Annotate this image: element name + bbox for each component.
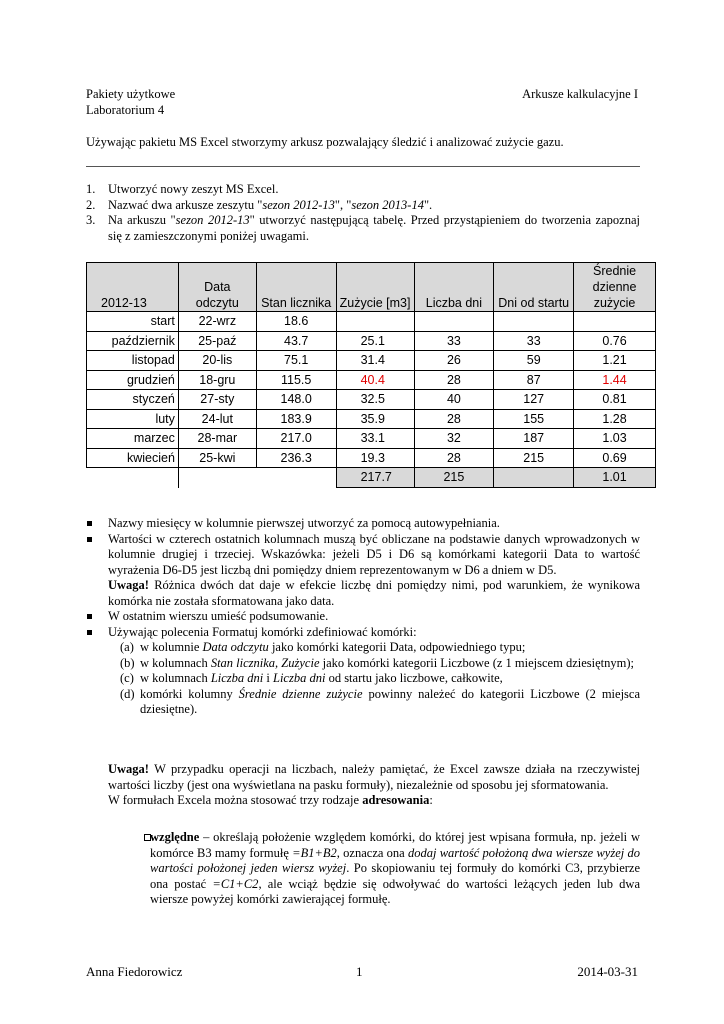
table-cell: 32.5 (336, 390, 414, 410)
table-row (87, 409, 656, 429)
table-cell: 187 (494, 429, 574, 449)
note-summary: W ostatnim wierszu umieść podsumowanie. (86, 609, 640, 625)
footer-date: 2014-03-31 (577, 964, 638, 979)
table-cell: marzec (87, 429, 179, 449)
table-cell: 215 (494, 448, 574, 468)
table-cell-empty (178, 468, 256, 488)
table-cell (574, 312, 656, 332)
table-cell: 28 (414, 370, 494, 390)
format-item-c: (c) w kolumnach Liczba dni i Liczba dni od startu jako liczbowe, całkowite, (120, 671, 503, 685)
table-cell: 31.4 (336, 351, 414, 371)
table-header-row (87, 263, 656, 312)
table-cell: 40 (414, 390, 494, 410)
table-cell (494, 312, 574, 332)
table-cell: 28 (414, 409, 494, 429)
notes-list (86, 516, 640, 718)
bullet-icon (87, 630, 92, 635)
table-cell: 115.5 (256, 370, 336, 390)
table-cell: 1.03 (574, 429, 656, 449)
divider (86, 166, 640, 167)
table-cell-highlighted: 40.4 (336, 370, 414, 390)
table-cell: 35.9 (336, 409, 414, 429)
gas-usage-table (86, 262, 656, 488)
table-row (87, 390, 656, 410)
table-cell: 59 (494, 351, 574, 371)
table-row (87, 429, 656, 449)
note-autofill: Nazwy miesięcy w kolumnie pierwszej utworzyć za pomocą autowypełniania. (86, 516, 640, 532)
table-cell: 33.1 (336, 429, 414, 449)
table-cell: 18-gru (178, 370, 256, 390)
table-cell: 236.3 (256, 448, 336, 468)
addressing-relative: względne – określają położenie względem komórki, do której jest wpisana formuła, np. jeżeli w komórce B3 mamy formułę =B1+B2, oznacza ona dodaj wartość położoną dwa wiersze wyżej do wartości położonej jeden wiersz wyżej. Po skopiowaniu tej formuły do komórki C3, przybierze ona postać =C1+C2, ale wciąż będzie się odwoływać do wartości leżących jeden lub dwa wiersze powyżej komórki zawierającej formułę. (150, 830, 640, 908)
footer-author: Anna Fiedorowicz (86, 964, 183, 979)
table-cell (414, 312, 494, 332)
table-cell: 26 (414, 351, 494, 371)
table-header-cell: Zużycie [m3] (336, 263, 414, 312)
table-cell: 1.21 (574, 351, 656, 371)
table-cell: 28 (414, 448, 494, 468)
note-format-cells: Używając polecenia Formatuj komórki zdefiniować komórki: (a) w kolumnie Data odczytu jako komórki kategorii Data, odpowiedniego typu; (b) w kolumnach Stan licznika, Zużycie jako komórki kategorii Liczbowe (z 1 miejscem dziesiętnym); (c) w kolumnach Liczba dni i Liczba dni od startu jako liczbowe, całkowite, (d) komórki kolumny Średnie dzienne zużycie powinny należeć do kategorii Liczbowe (2 miejsca dziesiętne). (86, 625, 640, 718)
table-header-cell: Liczba dni (414, 263, 494, 312)
table-row (87, 331, 656, 351)
table-cell: listopad (87, 351, 179, 371)
table-header-cell: Stan licznika (256, 263, 336, 312)
step-3: 3. Na arkuszu "sezon 2012-13" utworzyć następującą tabelę. Przed przystąpieniem do tworzenia zapoznaj się z zamieszczonymi poniżej uwagami. (86, 213, 640, 243)
table-cell: październik (87, 331, 179, 351)
summary-cell: 215 (414, 468, 494, 488)
note-calculations: Wartości w czterech ostatnich kolumnach muszą być obliczane na podstawie danych wprowadzonych w kolumnie drugiej i trzeciej. Wskazówka: jeżeli D5 i D6 są komórkami kategorii Data to wartość wyrażenia D6-D5 jest liczbą dni pomiędzy dniem reprezentowanym w D6 a dniem w D5. Uwaga! Różnica dwóch dat daje w efekcie liczbę dni pomiędzy nimi, pod warunkiem, że wynikowa komórka nie została sformatowana jako data. (86, 532, 640, 610)
table-cell: 25-paź (178, 331, 256, 351)
table-cell: 127 (494, 390, 574, 410)
table-cell: kwiecień (87, 448, 179, 468)
format-item-a: (a) w kolumnie Data odczytu jako komórki kategorii Data, odpowiedniego typu; (120, 640, 526, 654)
table-cell: 33 (494, 331, 574, 351)
intro-text: Używając pakietu MS Excel stworzymy arkusz pozwalający śledzić i analizować zużycie gazu. (86, 135, 564, 149)
table-cell: 20-lis (178, 351, 256, 371)
table-cell (336, 312, 414, 332)
format-item-b: (b) w kolumnach Stan licznika, Zużycie jako komórki kategorii Liczbowe (z 1 miejscem dziesiętnym); (120, 655, 634, 670)
bullet-icon (87, 614, 92, 619)
format-item-d: (d) komórki kolumny Średnie dzienne zużycie powinny należeć do kategorii Liczbowe (2 miejsca dziesiętne). (120, 686, 640, 716)
table-row (87, 370, 656, 390)
table-row (87, 351, 656, 371)
checkbox-bullet-icon (144, 834, 151, 841)
table-cell: start (87, 312, 179, 332)
warning-paragraph: Uwaga! W przypadku operacji na liczbach, należy pamiętać, że Excel zawsze działa na rzeczywistej wartości liczby (jest ona wyświetlana na pasku formuły), niezależnie od sposobu jej sformatowania. W formułach Excela można stosować trzy rodzaje adresowania: (108, 762, 640, 807)
table-header-cell: Dni od startu (494, 263, 574, 312)
table-cell: 32 (414, 429, 494, 449)
step-2: 2. Nazwać dwa arkusze zeszytu "sezon 2012-13", "sezon 2013-14". (86, 197, 433, 212)
topic-title: Arkusze kalkulacyjne I (522, 87, 638, 101)
table-row (87, 448, 656, 468)
table-header-cell: 2012-13 (87, 263, 179, 312)
bullet-icon (87, 537, 92, 542)
table-cell-highlighted: 1.44 (574, 370, 656, 390)
summary-row (87, 468, 656, 488)
table-cell: 217.0 (256, 429, 336, 449)
step-1: 1. Utworzyć nowy zeszyt MS Excel. (86, 182, 279, 196)
table-cell: 148.0 (256, 390, 336, 410)
table-cell: 33 (414, 331, 494, 351)
table-cell: 28-mar (178, 429, 256, 449)
lab-title: Laboratorium 4 (86, 103, 165, 117)
table-row (87, 312, 656, 332)
table-cell: 75.1 (256, 351, 336, 371)
table-cell: 24-lut (178, 409, 256, 429)
table-cell: 155 (494, 409, 574, 429)
table-cell: 43.7 (256, 331, 336, 351)
table-cell: 25-kwi (178, 448, 256, 468)
table-cell: styczeń (87, 390, 179, 410)
table-cell-empty (256, 468, 336, 488)
table-cell: luty (87, 409, 179, 429)
table-cell: 25.1 (336, 331, 414, 351)
table-cell: 183.9 (256, 409, 336, 429)
table-cell: 0.81 (574, 390, 656, 410)
table-cell: 87 (494, 370, 574, 390)
table-cell: 1.28 (574, 409, 656, 429)
table-cell: grudzień (87, 370, 179, 390)
course-title: Pakiety użytkowe (86, 87, 176, 101)
step-list (86, 182, 640, 244)
summary-cell (494, 468, 574, 488)
summary-cell: 217.7 (336, 468, 414, 488)
format-sublist (108, 640, 640, 718)
header-left (86, 86, 175, 118)
table-header-cell: Data odczytu (178, 263, 256, 312)
table-cell-empty (87, 468, 179, 488)
table-cell: 19.3 (336, 448, 414, 468)
bullet-icon (87, 521, 92, 526)
table-cell: 22-wrz (178, 312, 256, 332)
page-number: 1 (356, 964, 363, 979)
summary-cell: 1.01 (574, 468, 656, 488)
table-cell: 0.76 (574, 331, 656, 351)
table-header-cell: Średnie dzienne zużycie (574, 263, 656, 312)
table-cell: 0.69 (574, 448, 656, 468)
table-cell: 18.6 (256, 312, 336, 332)
table-cell: 27-sty (178, 390, 256, 410)
